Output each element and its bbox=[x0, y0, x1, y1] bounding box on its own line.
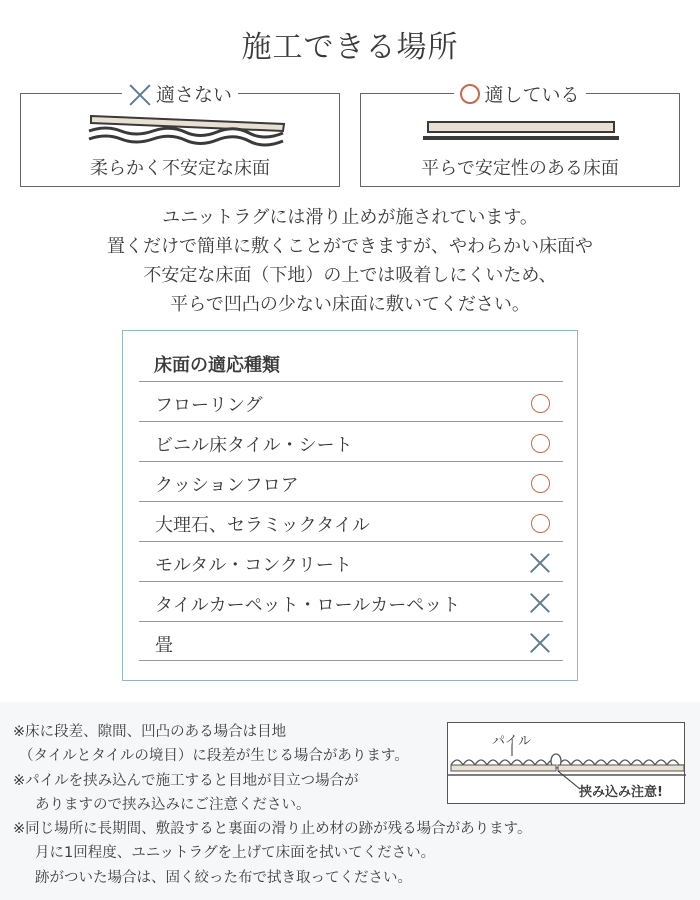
table-heading: 床面の適応種類 bbox=[154, 355, 280, 376]
table-row bbox=[139, 421, 563, 461]
table-row bbox=[139, 541, 563, 581]
circle-icon bbox=[531, 394, 550, 413]
circle-icon bbox=[531, 474, 550, 493]
circle-icon bbox=[531, 434, 550, 453]
table-row bbox=[139, 621, 563, 661]
page-title: 施工できる場所 bbox=[241, 30, 459, 65]
description-line: 平らで凹凸の少ない床面に敷いてください。 bbox=[170, 294, 530, 315]
table-row bbox=[139, 501, 563, 541]
table-row bbox=[139, 461, 563, 501]
cross-icon bbox=[128, 82, 152, 106]
description bbox=[0, 203, 700, 319]
floor-type-label: タイルカーペット・ロールカーペット bbox=[155, 595, 461, 616]
floor-compatibility-table bbox=[122, 330, 578, 681]
floor-type-label: ビニル床タイル・シート bbox=[155, 435, 353, 456]
circle-icon bbox=[531, 514, 550, 533]
floor-type-label: クッションフロア bbox=[155, 475, 299, 496]
suitable-heading: 適している bbox=[484, 84, 580, 106]
floor-type-label: 大理石、セラミックタイル bbox=[155, 515, 370, 536]
description-line: ユニットラグには滑り止めが施されています。 bbox=[162, 207, 538, 228]
table-row bbox=[139, 381, 563, 421]
unsuitable-floor-panel bbox=[20, 84, 340, 187]
unsuitable-caption: 柔らかく不安定な床面 bbox=[90, 158, 270, 179]
floor-type-label: フローリング bbox=[155, 395, 263, 416]
floor-type-label: モルタル・コンクリート bbox=[155, 555, 352, 576]
floor-type-label: 畳 bbox=[155, 635, 173, 656]
note-line: ※同じ場所に長期間、敷設すると裏面の滑り止め材の跡が残る場合があります。 bbox=[13, 821, 532, 838]
note-line: ※床に段差、隙間、凹凸のある場合は目地 bbox=[13, 724, 287, 740]
note-line: （タイルとタイルの境目）に段差が生じる場合があります。 bbox=[19, 748, 409, 765]
table-row bbox=[139, 581, 563, 621]
suitable-caption: 平らで安定性のある床面 bbox=[421, 158, 619, 179]
note-line: 跡がついた場合は、固く絞った布で拭き取ってください。 bbox=[35, 869, 412, 886]
note-line: 月に1回程度、ユニットラグを上げて床面を拭いてください。 bbox=[35, 845, 436, 862]
description-line: 不安定な床面（下地）の上では吸着しにくいため、 bbox=[143, 265, 557, 286]
cross-icon bbox=[530, 553, 550, 573]
description-line: 置くだけで簡単に敷くことができますが、やわらかい床面や bbox=[107, 236, 593, 257]
suitable-floor-panel bbox=[360, 84, 680, 187]
pile-label: パイル bbox=[492, 734, 532, 749]
note-line: ※パイルを挟み込んで施工すると目地が目立つ場合が bbox=[13, 772, 359, 789]
pile-pinch-diagram bbox=[447, 722, 685, 804]
cross-icon bbox=[530, 633, 550, 653]
cross-icon bbox=[530, 593, 550, 613]
pinch-warning-label: 挟み込み注意! bbox=[579, 785, 663, 800]
circle-icon bbox=[460, 84, 480, 104]
unsuitable-heading: 適さない bbox=[155, 84, 232, 106]
note-line: ありますので挟み込みにご注意ください。 bbox=[35, 796, 311, 813]
